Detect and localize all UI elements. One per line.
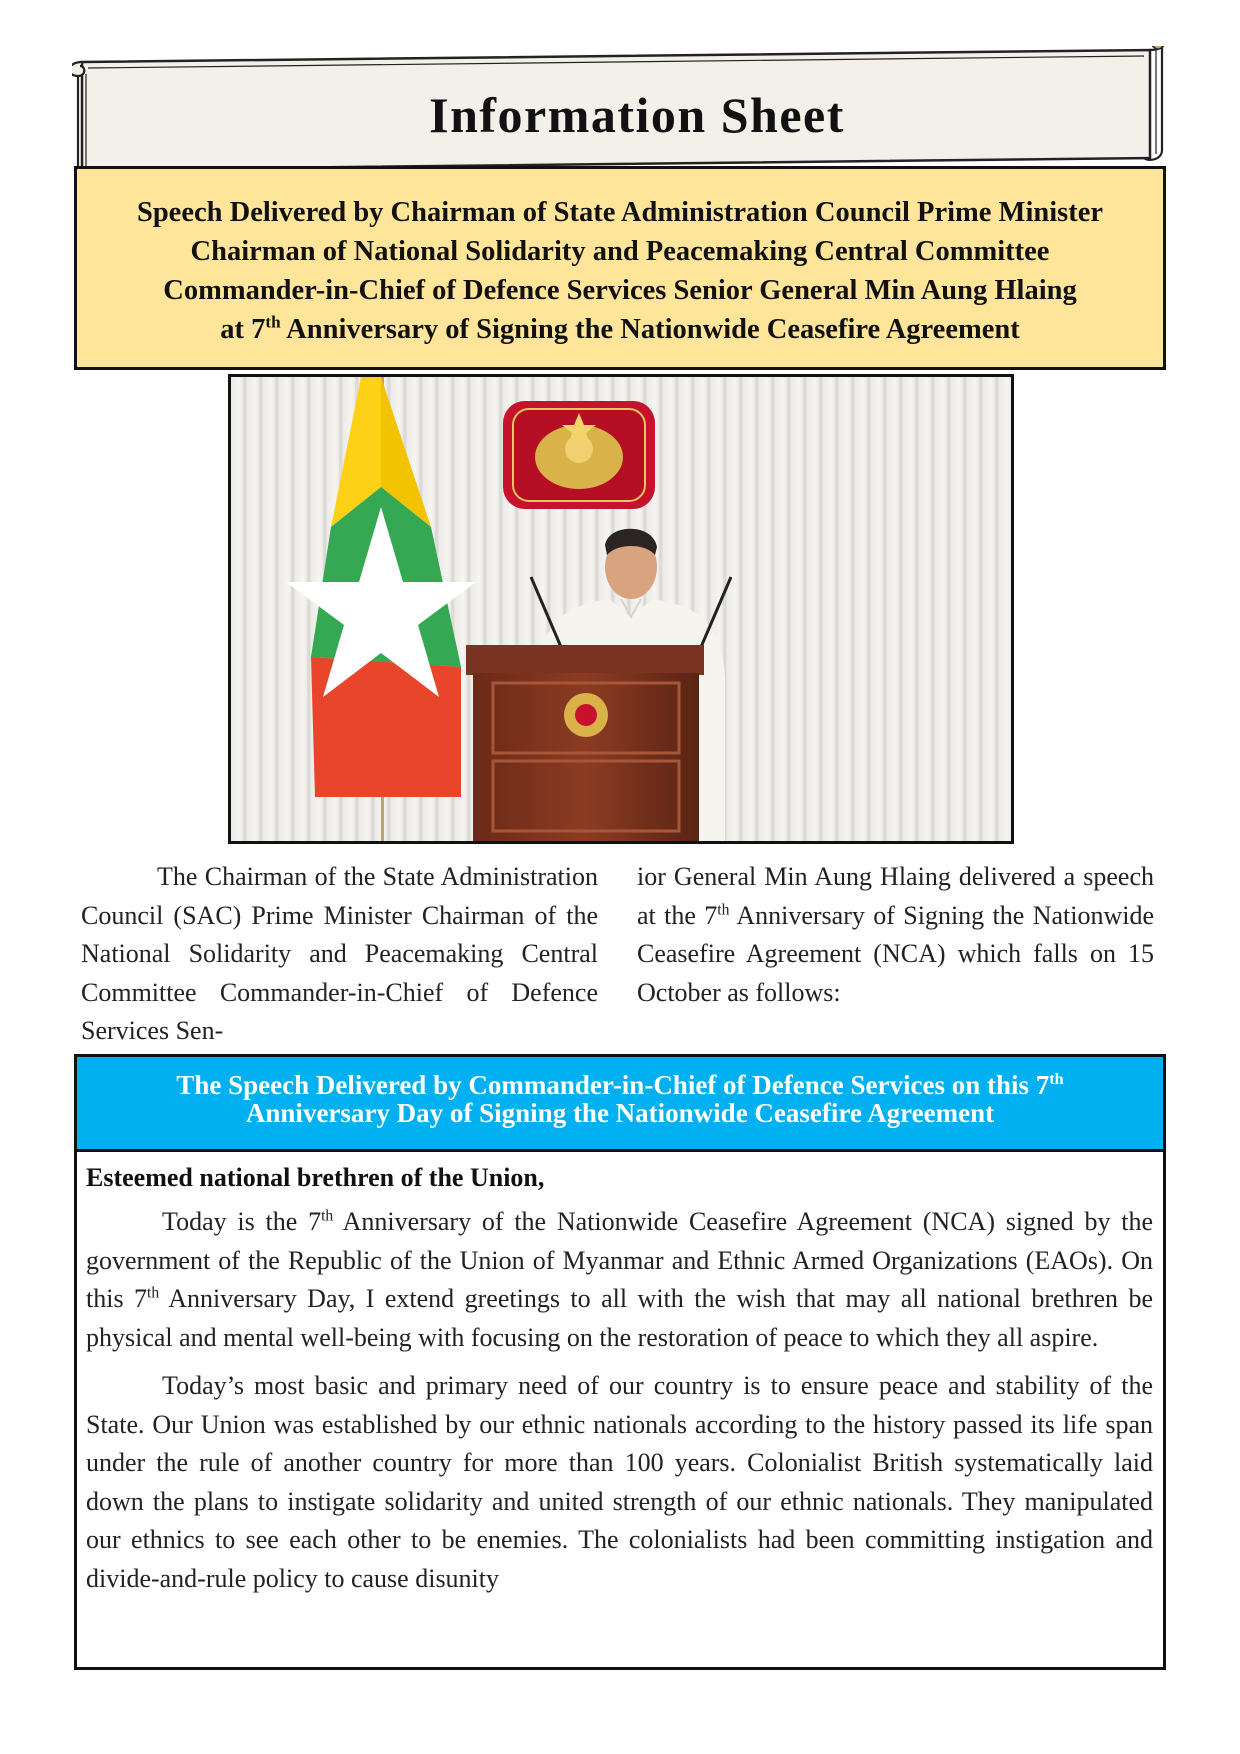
headline-line: at 7th Anniversary of Signing the Nationwide Ceasefire Agreement: [220, 312, 1020, 345]
headline-line: Commander-in-Chief of Defence Services Senior General Min Aung Hlaing: [163, 275, 1077, 306]
intro-right-column: ior General Min Aung Hlaing delivered a speech at the 7th Anniversary of Signing the Nationwide Ceasefire Agreement (NCA) which falls on 15 October as follows:: [637, 862, 1154, 1007]
speaker-at-podium-image: [231, 377, 1011, 841]
speech-photo: [228, 374, 1014, 844]
speech-paragraph: Today is the 7th Anniversary of the Nationwide Ceasefire Agreement (NCA) signed by the government of the Republic of the Union of Myanmar and Ethnic Armed Organizations (EAOs). On this 7th Anniversary Day, I extend greetings to all with the wish that may all national brethren be physical and mental well-being with focusing on the restoration of peace to which they all aspire.: [86, 1207, 1153, 1352]
headline-box: [74, 166, 1166, 370]
title-scroll-banner: [72, 46, 1172, 178]
speech-paragraph: Today’s most basic and primary need of our country is to ensure peace and stability of the State. Our Union was established by our ethnic nationals according to the history passed its life span under the rule of another country for more than 100 years. Colonialist British systematically laid down the plans to instigate solidarity and united strength of our ethnic nationals. They manipulated our ethnics to see each other to be enemies. The colonialists had been committing instigation and divide-and-rule policy to cause disunity: [86, 1371, 1153, 1593]
intro-left-column: The Chairman of the State Administration Council (SAC) Prime Minister Chairman of the National Solidarity and Peacemaking Central Committee Commander-in-Chief of Defence Services Sen-: [81, 862, 598, 1045]
speech-body-box: [74, 1152, 1166, 1670]
speech-header-line: Anniversary Day of Signing the Nationwide Ceasefire Agreement: [245, 1098, 995, 1128]
headline-line: Speech Delivered by Chairman of State Administration Council Prime Minister: [136, 197, 1104, 228]
page-title: Information Sheet: [429, 87, 845, 143]
speech-header-box: [74, 1054, 1166, 1152]
salutation: Esteemed national brethren of the Union,: [86, 1163, 545, 1192]
speech-header-line: The Speech Delivered by Commander-in-Chief of Defence Services on this 7th: [176, 1070, 1064, 1100]
headline-line: Chairman of National Solidarity and Peacemaking Central Committee: [190, 236, 1050, 267]
